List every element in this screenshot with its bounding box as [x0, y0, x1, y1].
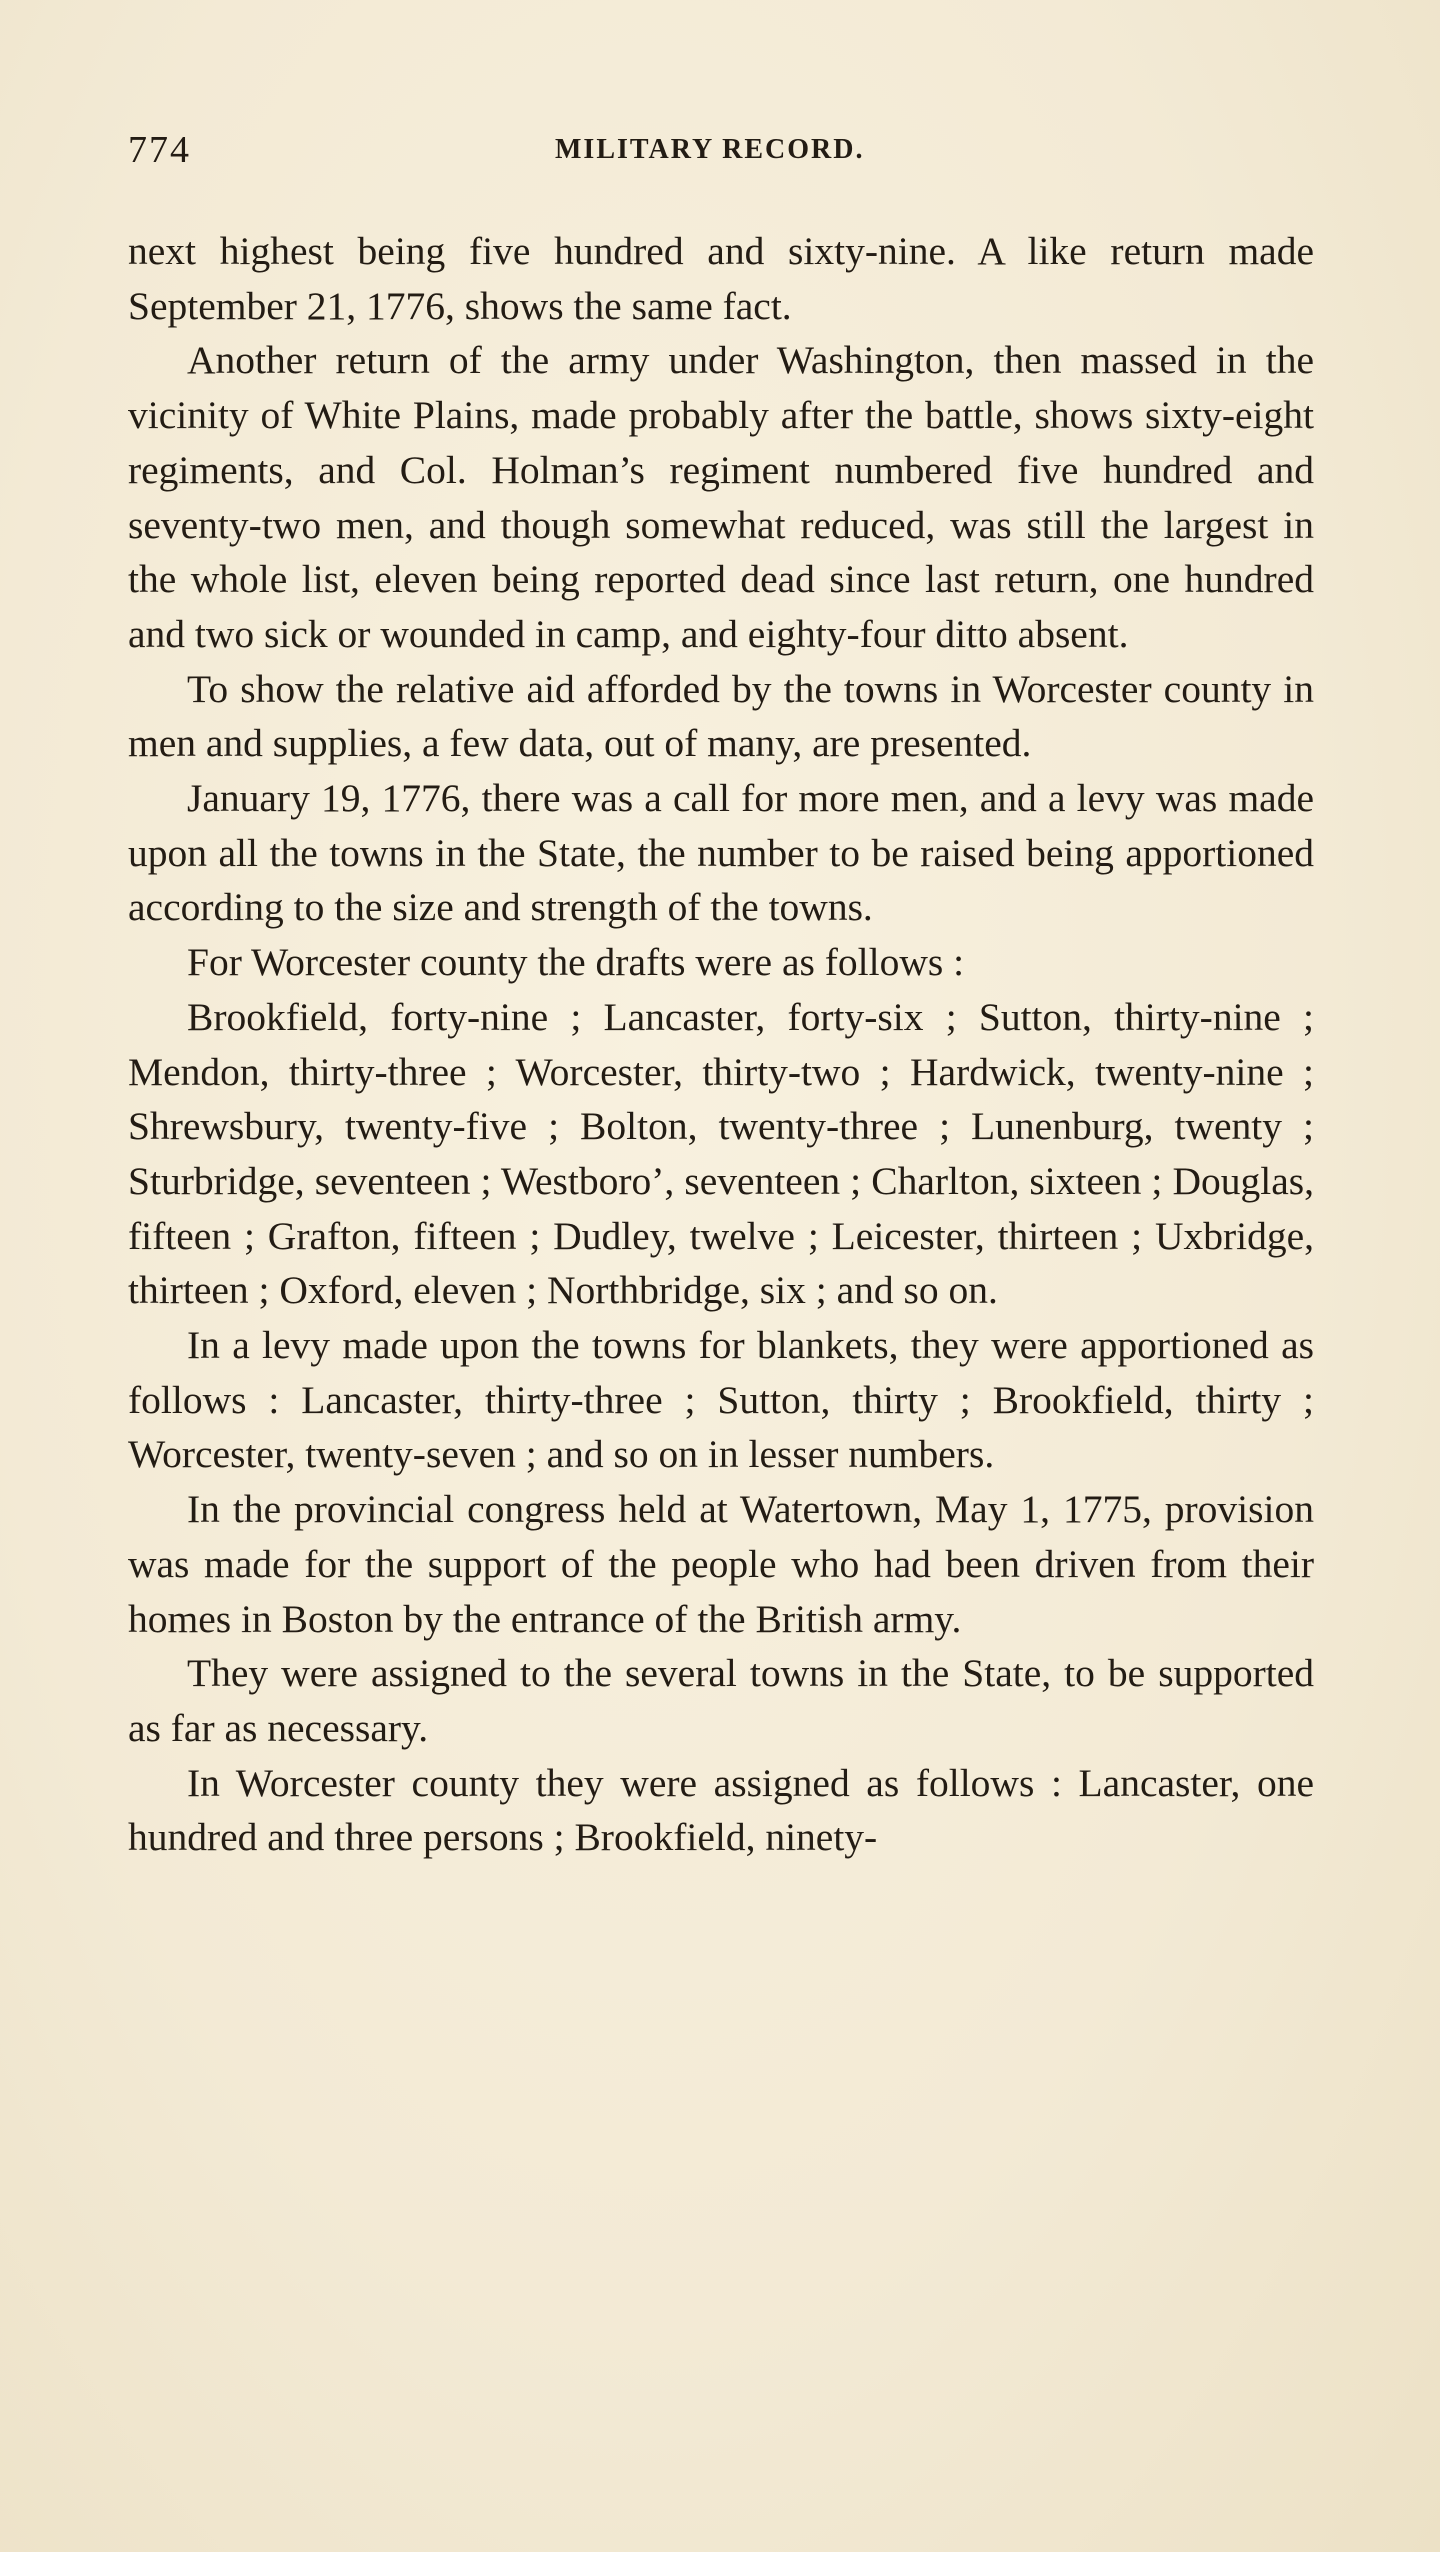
paragraph: In the provincial congress held at Watertown, May 1, 1775, provision was made for the support of the people who had been driven from their homes in Boston by the entrance of the British army.: [128, 1487, 1314, 1641]
paragraph: For Worcester county the drafts were as follows :: [187, 940, 965, 985]
page-number: 774: [128, 129, 191, 171]
body-text: [128, 224, 1314, 1865]
running-head: MILITARY RECORD.: [555, 134, 865, 165]
paragraph: In a levy made upon the towns for blankets, they were apportioned as follows : Lancaster, thirty-three ; Sutton, thirty ; Brookfield, thirty ; Worcester, twenty-seven ; and so on in lesser numbers.: [128, 1323, 1314, 1477]
paragraph: Another return of the army under Washington, then massed in the vicinity of White Plains, made probably after the battle, shows sixty-eight regiments, and Col. Holman’s regiment numbered five hundred and seventy-two men, and though somewhat reduced, was still the largest in the whole list, eleven being reported dead since last return, one hundred and two sick or wounded in camp, and eighty-four ditto absent.: [128, 338, 1314, 656]
page-header: [128, 128, 1314, 188]
paragraph: Brookfield, forty-nine ; Lancaster, forty-six ; Sutton, thirty-nine ; Mendon, thirty-three ; Worcester, thirty-two ; Hardwick, twenty-nine ; Shrewsbury, twenty-five ; Bolton, twenty-three ; Lunenburg, twenty ; Sturbridge, seventeen ; Westboro’, seventeen ; Charlton, sixteen ; Douglas, fifteen ; Grafton, fifteen ; Dudley, twelve ; Leicester, thirteen ; Uxbridge, thirteen ; Oxford, eleven ; Northbridge, six ; and so on.: [128, 994, 1314, 1313]
paragraph: In Worcester county they were assigned as follows : Lancaster, one hundred and three persons ; Brookfield, ninety-: [128, 1760, 1314, 1860]
paragraph: To show the relative aid afforded by the towns in Worcester county in men and supplies, a few data, out of many, are presented.: [128, 666, 1314, 766]
paragraph: They were assigned to the several towns in the State, to be supported as far as necessary.: [128, 1651, 1314, 1750]
paragraph: next highest being five hundred and sixty-nine. A like return made September 21, 1776, shows the same fact.: [128, 229, 1314, 328]
paragraph: January 19, 1776, there was a call for more men, and a levy was made upon all the towns in the State, the number to be raised being apportioned according to the size and strength of the towns.: [128, 776, 1314, 930]
